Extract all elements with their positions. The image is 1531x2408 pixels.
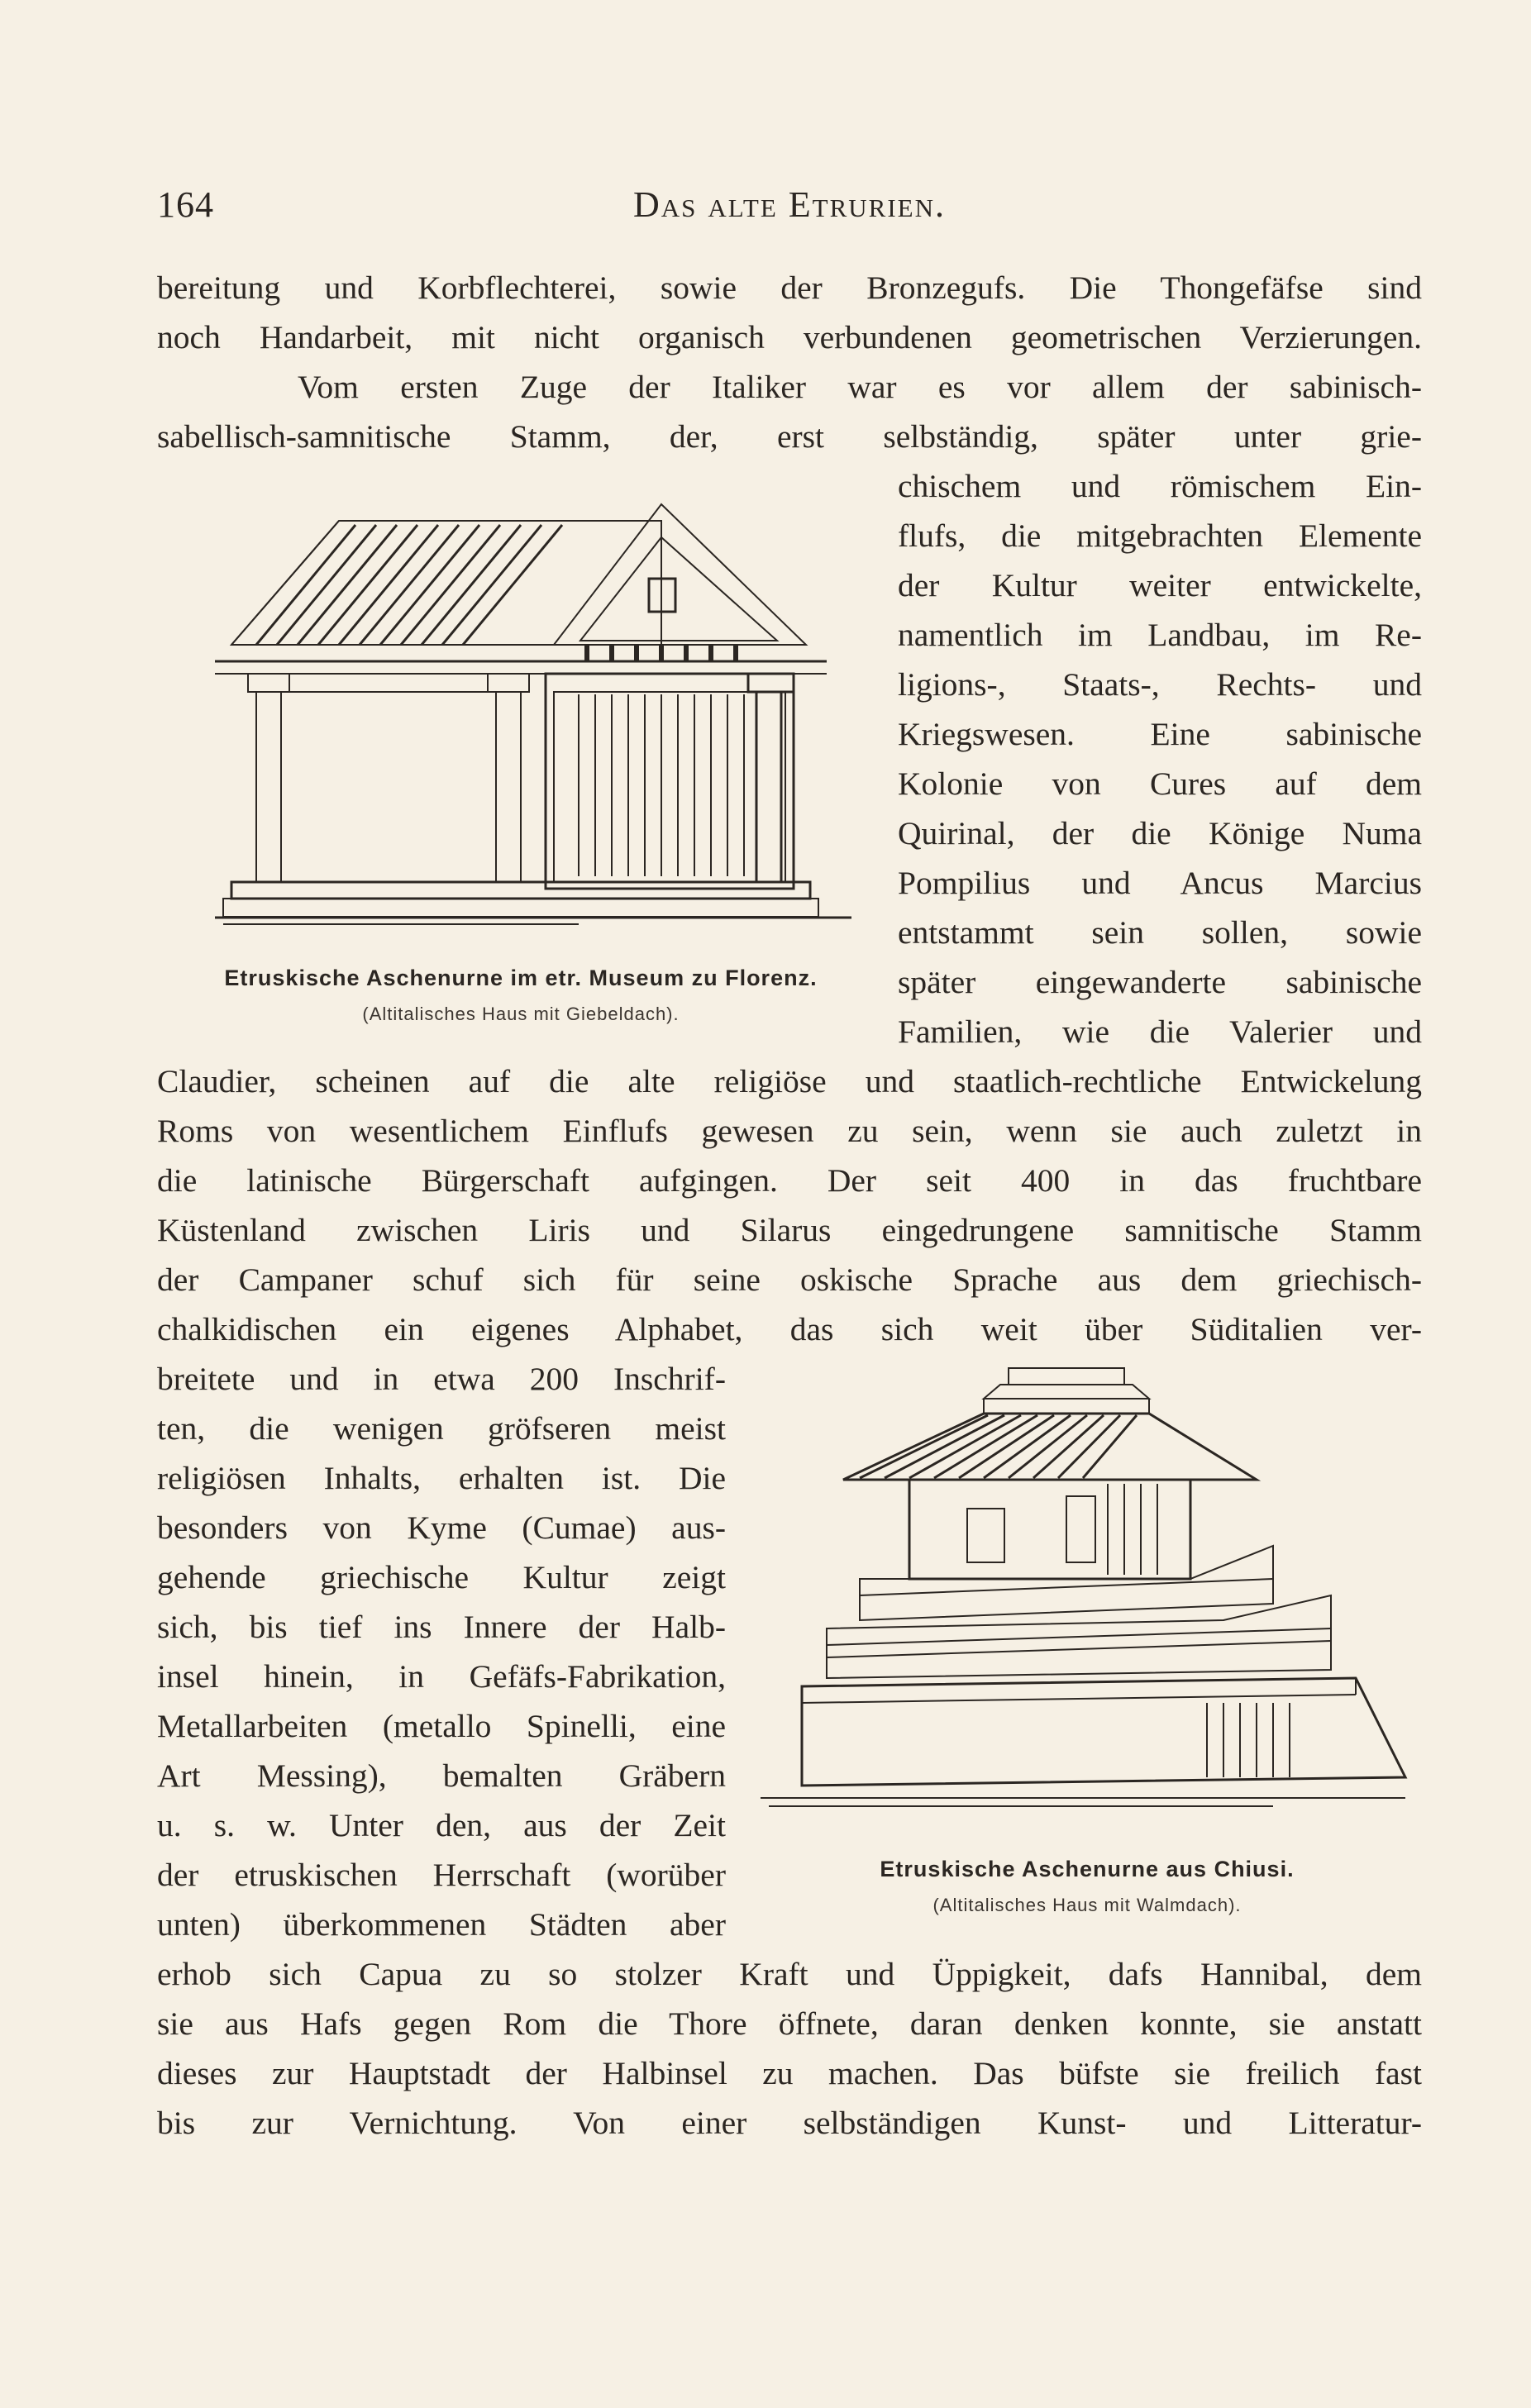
text-line: ten, die wenigen gröfseren meist — [157, 1410, 726, 1447]
text-line: noch Handarbeit, mit nicht organisch verbundenen geometrischen Verzierungen. — [157, 319, 1422, 355]
figure-caption: Etruskische Aschenurne aus Chiusi. — [880, 1857, 1295, 1881]
figure-caption: Etruskische Aschenurne im etr. Museum zu Florenz. — [224, 966, 818, 990]
text-line: Quirinal, der die Könige Numa — [898, 815, 1422, 851]
text-line: Kriegswesen. Eine sabinische — [898, 716, 1422, 752]
text-line: dieses zur Hauptstadt der Halbinsel zu machen. Das büfste sie freilich fast — [157, 2055, 1422, 2091]
figure-subcaption: (Altitalisches Haus mit Giebeldach). — [362, 1004, 680, 1024]
urn-gabled-roof-illustration — [198, 488, 860, 926]
text-line: erhob sich Capua zu so stolzer Kraft und Üppigkeit, dafs Hannibal, dem — [157, 1956, 1422, 1992]
urn-hipped-roof-illustration — [761, 1356, 1414, 1852]
text-line: sie aus Hafs gegen Rom die Thore öffnete, daran denken konnte, sie anstatt — [157, 2005, 1422, 2042]
text-line: chalkidischen ein eigenes Alphabet, das sich weit über Süditalien ver- — [157, 1311, 1422, 1347]
text-line: die latinische Bürgerschaft aufgingen. Der seit 400 in das fruchtbare — [157, 1162, 1422, 1199]
text-line: Familien, wie die Valerier und — [898, 1013, 1422, 1050]
text-line: religiösen Inhalts, erhalten ist. Die — [157, 1460, 726, 1496]
text-line: Roms von wesentlichem Einflufs gewesen zu sein, wenn sie auch zuletzt in — [157, 1113, 1422, 1149]
text-line: sich, bis tief ins Innere der Halb- — [157, 1609, 726, 1645]
text-line: Küstenland zwischen Liris und Silarus eingedrungene samnitische Stamm — [157, 1212, 1422, 1248]
text-line: der Kultur weiter entwickelte, — [898, 567, 1422, 603]
text-line: namentlich im Landbau, im Re- — [898, 617, 1422, 653]
text-line: bereitung und Korbflechterei, sowie der Bronzegufs. Die Thongefäfse sind — [157, 269, 1422, 306]
text-line: unten) überkommenen Städten aber — [157, 1906, 726, 1943]
text-line: flufs, die mitgebrachten Elemente — [898, 517, 1422, 554]
page-header — [157, 184, 1422, 233]
text-line: Art Messing), bemalten Gräbern — [157, 1757, 726, 1794]
text-line: besonders von Kyme (Cumae) aus- — [157, 1509, 726, 1546]
text-line: entstammt sein sollen, sowie — [898, 914, 1422, 951]
text-line: Vom ersten Zuge der Italiker war es vor allem der sabinisch- — [298, 369, 1422, 405]
text-line: Claudier, scheinen auf die alte religiöse und staatlich-rechtliche Entwickelung — [157, 1063, 1422, 1099]
text-line: bis zur Vernichtung. Von einer selbständigen Kunst- und Litteratur- — [157, 2105, 1422, 2141]
text-line: ligions-, Staats-, Rechts- und — [898, 666, 1422, 703]
text-line: später eingewanderte sabinische — [898, 964, 1422, 1000]
text-line: der Campaner schuf sich für seine oskische Sprache aus dem griechisch- — [157, 1261, 1422, 1298]
figure-subcaption: (Altitalisches Haus mit Walmdach). — [932, 1895, 1242, 1915]
text-line: breitete und in etwa 200 Inschrif- — [157, 1361, 726, 1397]
text-line: sabellisch-samnitische Stamm, der, erst selbständig, später unter grie- — [157, 418, 1422, 455]
text-line: Kolonie von Cures auf dem — [898, 765, 1422, 802]
text-line: chischem und römischem Ein- — [898, 468, 1422, 504]
text-line: gehende griechische Kultur zeigt — [157, 1559, 726, 1595]
text-line: der etruskischen Herrschaft (worüber — [157, 1857, 726, 1893]
text-line: Metallarbeiten (metallo Spinelli, eine — [157, 1708, 726, 1744]
page-number: 164 — [157, 184, 214, 225]
running-title: Das alte Etrurien. — [633, 184, 946, 225]
text-line: Pompilius und Ancus Marcius — [898, 865, 1422, 901]
text-line: insel hinein, in Gefäfs-Fabrikation, — [157, 1658, 726, 1695]
text-line: u. s. w. Unter den, aus der Zeit — [157, 1807, 726, 1843]
